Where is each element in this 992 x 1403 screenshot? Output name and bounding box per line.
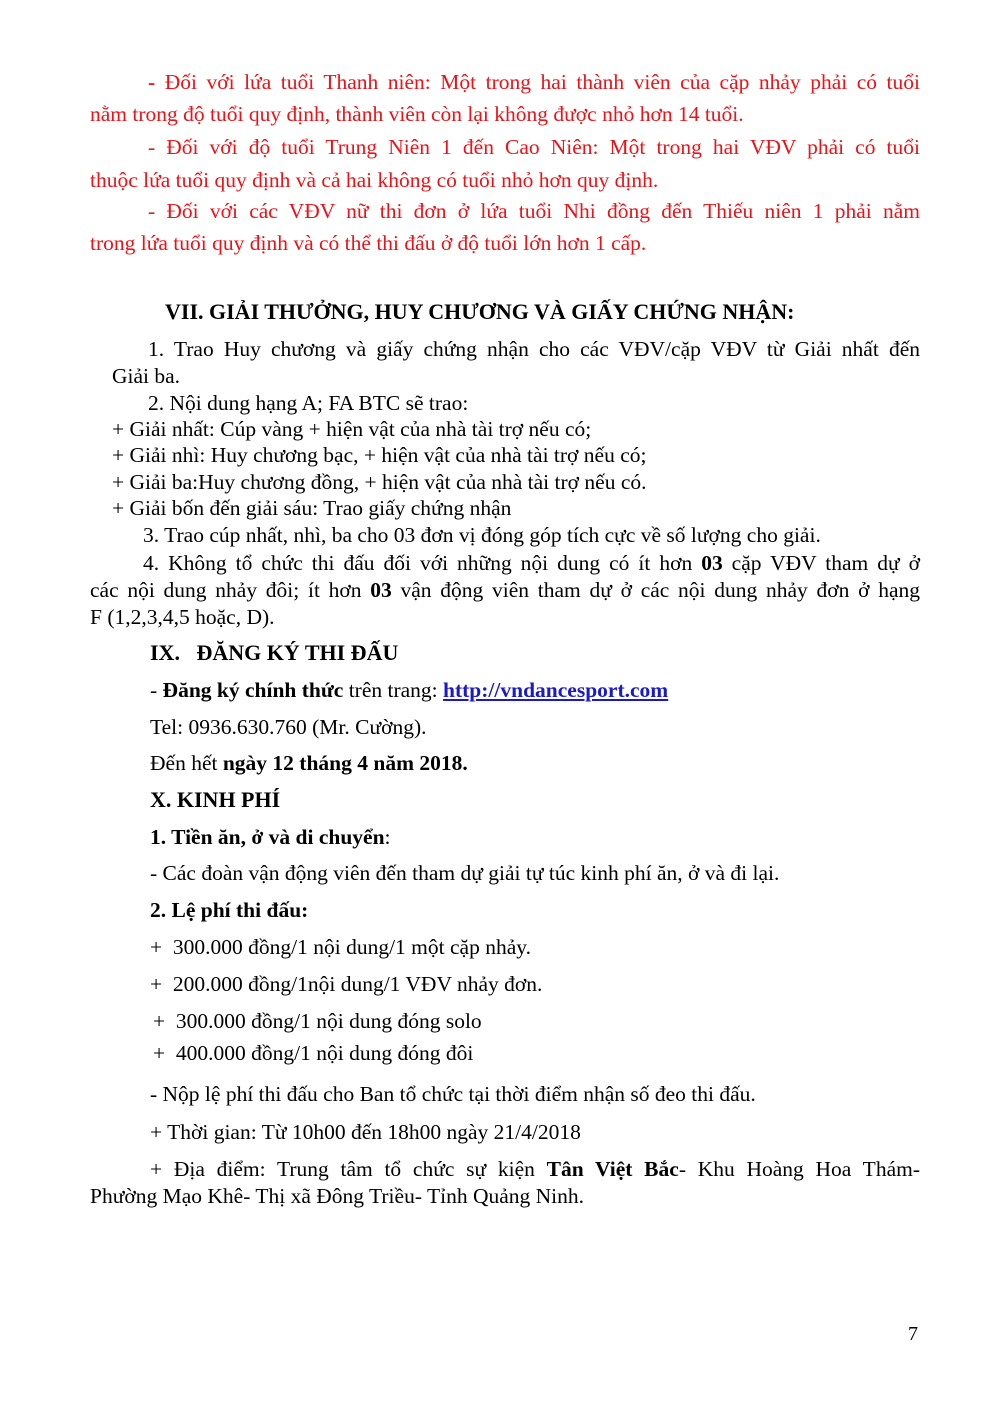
subsection-1-text: - Các đoàn vận động viên đến tham dự giải tự túc kinh phí ăn, ở và đi lại. [150, 861, 780, 885]
registration-dash: - [150, 678, 163, 702]
vii-item-4-bold-2: 03 [370, 578, 392, 602]
fee-solo: + 300.000 đồng/1 nội dung đóng solo [153, 1009, 482, 1033]
age-rule-1-line-1 [148, 68, 920, 96]
vii-item-3: 3. Trao cúp nhất, nhì, ba cho 03 đơn vị đóng góp tích cực về số lượng cho giải. [143, 523, 821, 547]
vii-item-1-line-2: Giải ba. [112, 364, 181, 388]
vii-item-4-text-4: vận động viên tham dự ở các nội dung nhảy đơn ở hạng [391, 578, 920, 602]
subsection-1-colon: : [384, 825, 391, 849]
fee-duo: + 400.000 đồng/1 nội dung đóng đôi [153, 1041, 474, 1065]
vii-item-4-line-1 [143, 549, 920, 577]
age-rule-2-line-1: - Đối với độ tuổi Trung Niên 1 đến Cao Niên: Một trong hai VĐV phải có tuổi [148, 135, 920, 159]
vii-item-4-line-2 [90, 576, 920, 604]
subsection-1-heading [150, 823, 391, 851]
age-rule-3-line-1: - Đối với các VĐV nữ thi đơn ở lứa tuổi Nhi đồng đến Thiếu niên 1 phải nằm [148, 199, 920, 223]
fee-pair: + 300.000 đồng/1 nội dung/1 một cặp nhảy. [150, 935, 531, 959]
event-time: + Thời gian: Từ 10h00 đến 18h00 ngày 21/4/2018 [150, 1120, 581, 1144]
subsection-2-heading: 2. Lệ phí thi đấu: [150, 898, 309, 922]
venue-line-1 [150, 1155, 920, 1183]
vii-item-1-line-1: 1. Trao Huy chương và giấy chứng nhận cho các VĐV/cặp VĐV từ Giải nhất đến [148, 337, 920, 361]
vii-item-2: 2. Nội dung hạng A; FA BTC sẽ trao: [148, 391, 469, 415]
vii-item-4-bold-1: 03 [701, 551, 723, 575]
venue-line-2: Phường Mạo Khê- Thị xã Đông Triều- Tỉnh Quảng Ninh. [90, 1184, 585, 1208]
registration-line [150, 676, 668, 704]
venue-text-2: - Khu Hoàng Hoa Thám- [678, 1157, 920, 1181]
age-rule-3-line-2: trong lứa tuổi quy định và có thể thi đấu ở độ tuổi lớn hơn 1 cấp. [90, 231, 647, 255]
deadline-text: Đến hết [150, 751, 223, 775]
deadline-date: ngày 12 tháng 4 năm 2018. [222, 751, 468, 775]
vii-item-4-text-3: các nội dung nhảy đôi; ít hơn [90, 578, 371, 602]
venue-text-1: + Địa điểm: Trung tâm tổ chức sự kiện [150, 1157, 547, 1181]
age-rule-2-line-2: thuộc lứa tuổi quy định và cả hai không có tuổi nhỏ hơn quy định. [90, 168, 659, 192]
subsection-1-bold: 1. Tiền ăn, ở và di chuyển [150, 825, 385, 849]
prize-second: + Giải nhì: Huy chương bạc, + hiện vật của nhà tài trợ nếu có; [112, 443, 647, 467]
payment-note: - Nộp lệ phí thi đấu cho Ban tổ chức tại thời điểm nhận số đeo thi đấu. [150, 1082, 756, 1106]
venue-name: Tân Việt Bắc [546, 1157, 679, 1181]
vii-item-4-line-3: F (1,2,3,4,5 hoặc, D). [90, 605, 275, 629]
prize-third: + Giải ba:Huy chương đồng, + hiện vật của nhà tài trợ nếu có. [112, 470, 647, 494]
section-x-heading: X. KINH PHÍ [150, 787, 281, 812]
prize-fourth-sixth: + Giải bốn đến giải sáu: Trao giấy chứng nhận [112, 496, 512, 520]
registration-text: trên trang: [343, 678, 444, 702]
age-rule-1-dash: - [148, 70, 165, 94]
age-rule-1-text: Đối với lứa tuổi Thanh niên: Một trong hai thành viên của cặp nhảy phải có tuổi [164, 70, 920, 94]
age-rule-1-line-2: nằm trong độ tuổi quy định, thành viên còn lại không được nhỏ hơn 14 tuổi. [90, 102, 744, 126]
section-vii-heading: VII. GIẢI THƯỞNG, HUY CHƯƠNG VÀ GIẤY CHỨNG NHẬN: [165, 299, 795, 324]
fee-single: + 200.000 đồng/1nội dung/1 VĐV nhảy đơn. [150, 972, 543, 996]
section-ix-heading: IX. ĐĂNG KÝ THI ĐẤU [150, 640, 399, 665]
page-number: 7 [908, 1323, 918, 1345]
vii-item-4-text-1: 4. Không tổ chức thi đấu đối với những nội dung có ít hơn [143, 551, 702, 575]
contact-tel: Tel: 0936.630.760 (Mr. Cường). [150, 715, 427, 739]
prize-first: + Giải nhất: Cúp vàng + hiện vật của nhà tài trợ nếu có; [112, 417, 592, 441]
registration-link[interactable]: http://vndancesport.com [443, 678, 669, 702]
registration-bold: Đăng ký chính thức [162, 678, 344, 702]
vii-item-4-text-2: cặp VĐV tham dự ở [722, 551, 921, 575]
deadline-line [150, 749, 468, 777]
